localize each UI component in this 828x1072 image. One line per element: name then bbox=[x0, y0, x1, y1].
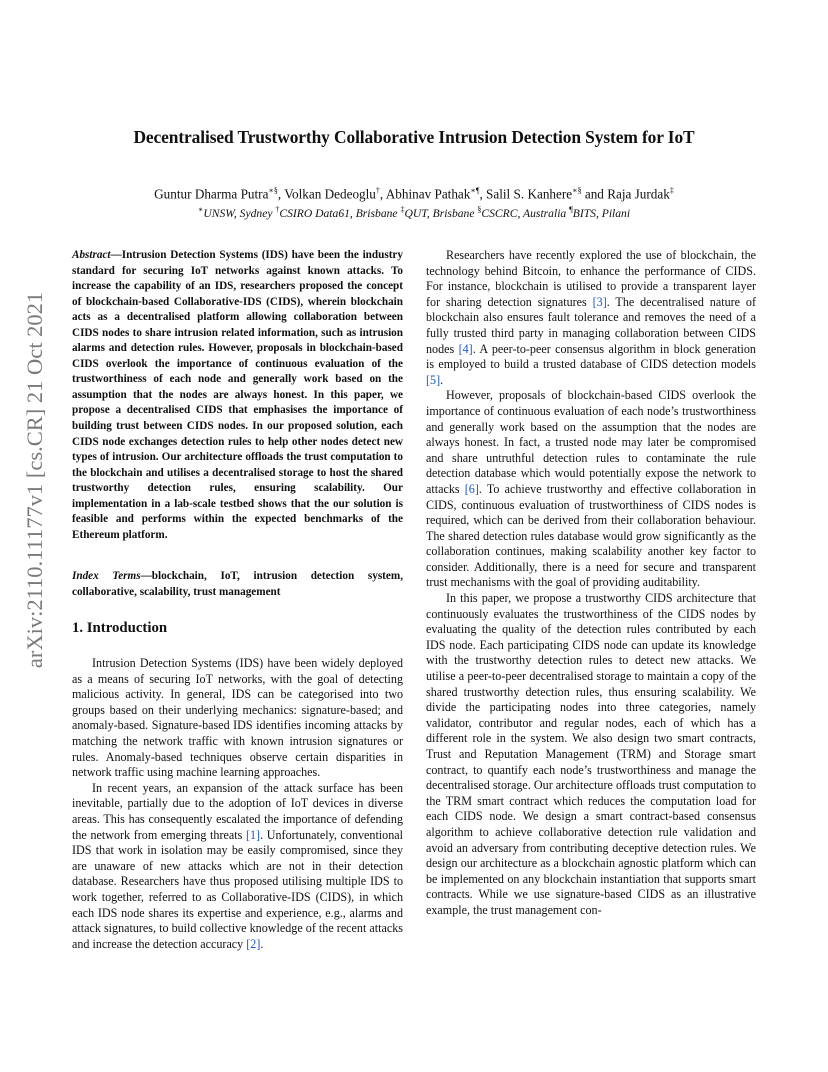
author-2: , Volkan Dedeoglu bbox=[277, 186, 376, 202]
citation-link[interactable]: [6] bbox=[464, 481, 479, 496]
text-run: In recent years, an expansion of the attack surface has been inevitable, partially due to the adoption of IoT devices in diverse areas. This has consequently escalated the importance of defending the network from emerging threats bbox=[72, 780, 403, 842]
citation-link[interactable]: [3] bbox=[592, 294, 607, 309]
text-run: Researchers have recently explored the use of blockchain, the technology behind Bitcoin, to enhance the performance of CIDS. For instance, blockchain is utilised to provide a transparent layer for sharing detection signatures bbox=[426, 248, 756, 309]
arxiv-watermark bbox=[0, 291, 70, 669]
author-2-marks: † bbox=[375, 186, 380, 195]
author-1: Guntur Dharma Putra bbox=[154, 186, 269, 202]
text-run: . A peer-to-peer consensus algorithm in block generation is employed to build a trusted database of CIDS detection models bbox=[426, 341, 756, 372]
index-terms-label: Index Terms bbox=[72, 570, 141, 582]
text-run: . bbox=[260, 936, 264, 951]
citation-link[interactable]: [5] bbox=[426, 372, 441, 387]
intro-right-column bbox=[426, 248, 756, 919]
paper-title: Decentralised Trustworthy Collaborative Intrusion Detection System for IoT bbox=[133, 127, 695, 147]
index-terms-text: —blockchain, IoT, intrusion detection system, collaborative, scalability, trust management bbox=[72, 570, 403, 598]
text-run: . Unfortunately, conventional IDS that work in isolation may be easily compromised, since they are unaware of new attacks which are not in their detection database. Researchers have thus proposed utilising multiple IDS to work together, referred to as Collaborative-IDS (CIDS), in which each IDS node shares its expertise and experience, e.g., alarms and attack signatures, to build collective knowledge of the recent attacks and increase the detection accuracy bbox=[72, 827, 403, 951]
affil-mark-1: ∗ bbox=[197, 205, 204, 214]
text-run: . bbox=[440, 372, 444, 387]
author-list bbox=[0, 186, 828, 202]
affil-mark-5: ¶ bbox=[569, 205, 573, 214]
text-run: . To achieve trustworthy and effective collaboration in CIDS, continuous evaluation of trustworthiness of CIDS nodes is required, which can be derived from their collaboration behaviour. The shared detection rules database would grow significantly as the collaboration continues, making scalability another key factor to consider. Additionally, there is a need for secure and transparent trust mechanisms with the goal of providing auditability. bbox=[426, 481, 756, 590]
affil-mark-3: ‡ bbox=[400, 205, 405, 214]
text-run: . The decentralised nature of blockchain also ensures fault tolerance and removes the need of a fully trusted third party in managing collaboration between CIDS nodes bbox=[426, 294, 756, 356]
intro-paragraph-1: Intrusion Detection Systems (IDS) have been widely deployed as a means of securing IoT networks, with the goal of detecting malicious activity. In general, IDS can be categorised into two groups based on their underlying mechanics: signature-based; and anomaly-based. Signature-based IDS identifies incoming attacks by matching the network traffic with known intrusion signatures or rules. Anomaly-based techniques observe certain disparities in network traffic using machine learning approaches. bbox=[72, 656, 403, 780]
right-paragraph-3: In this paper, we propose a trustworthy CIDS architecture that continuously evaluates the trustworthiness of the CIDS nodes by evaluating the quality of the detection rules contributed by each IDS node. Each participating CIDS node can update its knowledge with the trustworthy detection rules to detect new attacks. We utilise a peer-to-peer decentralised storage to maintain a copy of the shared trustworthy detection rules, thus ensuring scalability. We divide the participating nodes into three categories, namely validator, contributor and regular nodes, each of which has a different role in the system. We also design two smart contracts, Trust and Reputation Management (TRM) and Storage smart contract, to quantify each node’s trustworthiness and manage the decentralised storage. Our architecture offloads trust computation to the TRM smart contract which reduces the computation load for each CIDS node. We design a smart contract-based consensus algorithm to achieve collaborative detection rule validation and avoid an adversary from contributing deceptive detection rules. We design our architecture as a blockchain agnostic platform which can be implemented on any blockchain instantiation that supports smart contracts. While we use signature-based CIDS as an illustrative example, the trust management con- bbox=[426, 591, 756, 917]
right-paragraph-2 bbox=[426, 388, 756, 591]
citation-link[interactable]: [4] bbox=[458, 341, 473, 356]
affil-mark-2: † bbox=[275, 205, 280, 214]
author-3: , Abhinav Pathak bbox=[379, 186, 471, 202]
abstract bbox=[72, 248, 403, 543]
affiliation-4: CSCRC, Australia bbox=[481, 206, 570, 220]
affiliation-1: UNSW, Sydney bbox=[203, 206, 276, 220]
affiliation-list bbox=[0, 205, 828, 220]
author-4-marks: ∗§ bbox=[572, 186, 582, 195]
affiliation-2: CSIRO Data61, Brisbane bbox=[279, 206, 401, 220]
section-heading: 1. Introduction bbox=[72, 620, 168, 636]
affiliation-5: BITS, Pilani bbox=[572, 206, 631, 220]
right-paragraph-1 bbox=[426, 248, 756, 388]
intro-paragraph-2 bbox=[72, 781, 403, 953]
intro-left-column bbox=[72, 656, 403, 952]
arxiv-id: arXiv:2110.11177v1 [cs.CR] 21 Oct 2021 bbox=[22, 291, 47, 669]
affil-mark-4: § bbox=[477, 205, 482, 214]
citation-link[interactable]: [1] bbox=[245, 827, 261, 842]
text-run: However, proposals of blockchain-based CIDS overlook the importance of continuous evaluation of each node’s trustworthiness and generally work based on the assumption that the nodes are always honest. In fact, a trusted node may later be compromised and share untruthful detection rules to contaminate the rule detection database which would potentially expose the network to attacks bbox=[426, 388, 756, 496]
author-4: , Salil S. Kanhere bbox=[479, 186, 573, 202]
index-terms bbox=[72, 569, 403, 600]
citation-link[interactable]: [2] bbox=[246, 936, 261, 951]
author-1-marks: ∗§ bbox=[268, 186, 278, 195]
author-5: and Raja Jurdak bbox=[581, 186, 670, 202]
author-3-marks: ∗¶ bbox=[470, 186, 480, 195]
abstract-label: Abstract bbox=[72, 249, 111, 261]
author-5-marks: ‡ bbox=[669, 186, 674, 195]
affiliation-3: QUT, Brisbane bbox=[404, 206, 478, 220]
abstract-text: —Intrusion Detection Systems (IDS) have been the industry standard for securing IoT networks against known attacks. To increase the capability of an IDS, researchers proposed the concept of blockchain-based Collaborative-IDS (CIDS), wherein blockchain acts as a decentralised platform allowing collaboration between CIDS nodes to share intrusion related information, such as intrusion alarms and detection rules. However, proposals in blockchain-based CIDS overlook the importance of continuous evaluation of the trustworthiness of each node and generally work based on the assumption that the nodes are always honest. In this paper, we propose a decentralised CIDS that emphasises the importance of building trust between CIDS nodes. In our proposed solution, each CIDS node exchanges detection rules to help other nodes detect new types of intrusion. Our architecture offloads the trust computation to the blockchain and utilises a decentralised storage to host the shared trustworthy detection rules, ensuring scalability. Our implementation in a lab-scale testbed shows that the our solution is feasible and performs within the expected benchmarks of the Ethereum platform. bbox=[72, 249, 403, 541]
